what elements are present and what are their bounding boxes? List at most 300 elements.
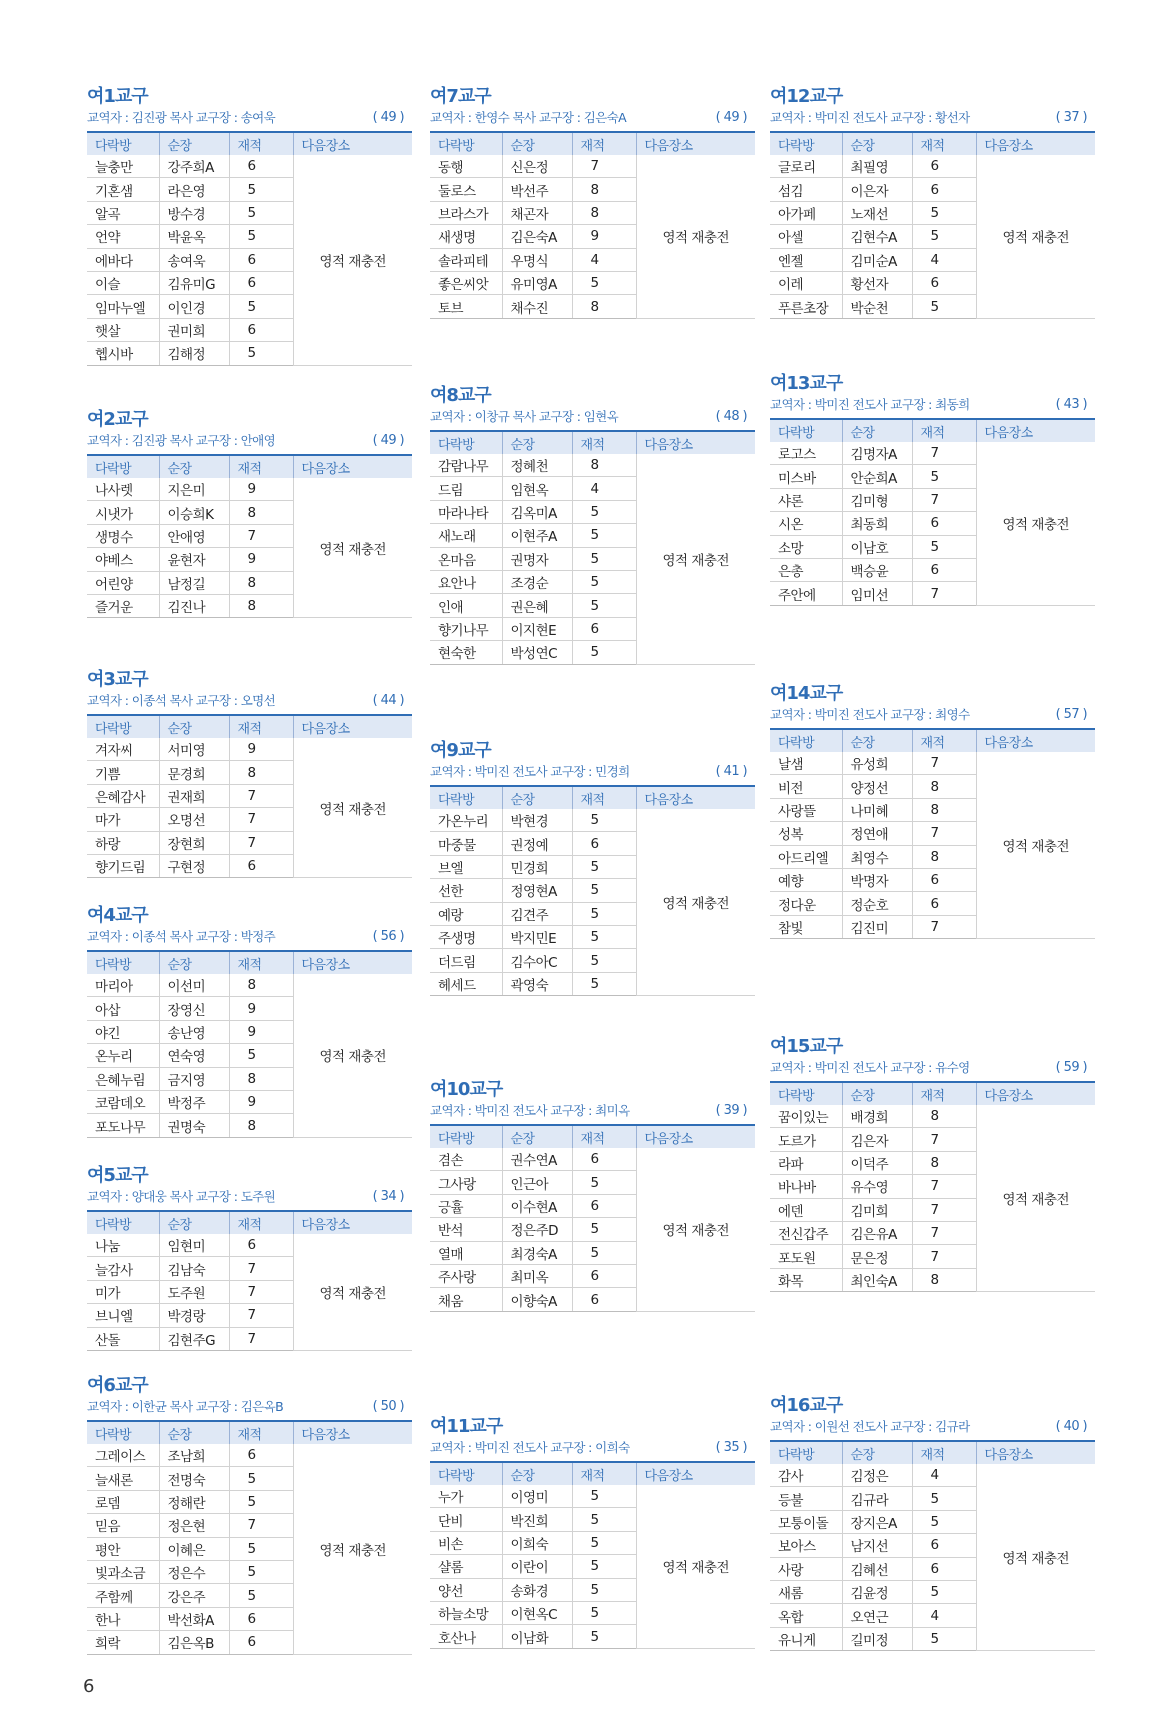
group-name: 도르가 bbox=[770, 1128, 842, 1151]
district-block bbox=[770, 86, 1095, 319]
district-staff: 교역자 : 양대웅 목사 교구장 : 도주원 bbox=[87, 1189, 276, 1204]
district-subtitle bbox=[430, 108, 755, 128]
leader-name: 최인숙A bbox=[842, 1268, 912, 1291]
group-name: 그사랑 bbox=[430, 1171, 502, 1194]
leader-name: 송화경 bbox=[502, 1578, 572, 1601]
member-count: 5 bbox=[572, 1601, 636, 1624]
column-header: 다락방 bbox=[87, 951, 159, 974]
leader-name: 채수진 bbox=[502, 295, 572, 318]
group-name: 주안에 bbox=[770, 582, 842, 605]
district-staff: 교역자 : 이종석 목사 교구장 : 박정주 bbox=[87, 929, 276, 944]
leader-name: 권정예 bbox=[502, 832, 572, 855]
member-count: 5 bbox=[572, 570, 636, 593]
district-staff: 교역자 : 박미진 전도사 교구장 : 황선자 bbox=[770, 110, 970, 125]
group-name: 하랑 bbox=[87, 831, 159, 854]
group-name: 어린양 bbox=[87, 571, 159, 594]
district-block bbox=[430, 86, 755, 319]
member-count: 5 bbox=[912, 465, 976, 488]
group-name: 솔라피테 bbox=[430, 248, 502, 271]
district-count: ( 44 ) bbox=[372, 693, 404, 708]
member-count: 8 bbox=[572, 454, 636, 477]
member-count: 6 bbox=[912, 892, 976, 915]
leader-name: 권재희 bbox=[159, 784, 229, 807]
column-header: 다음장소 bbox=[636, 431, 755, 454]
group-name: 감람나무 bbox=[430, 454, 502, 477]
leader-name: 김혜선 bbox=[842, 1557, 912, 1580]
member-count: 7 bbox=[912, 822, 976, 845]
leader-name: 노재선 bbox=[842, 201, 912, 224]
leader-name: 채곤자 bbox=[502, 201, 572, 224]
member-count: 8 bbox=[912, 1105, 976, 1128]
group-name: 샬롬 bbox=[430, 1555, 502, 1578]
column-header: 다음장소 bbox=[636, 132, 755, 155]
member-count: 9 bbox=[229, 1020, 293, 1043]
leader-name: 도주원 bbox=[159, 1280, 229, 1303]
member-count: 6 bbox=[572, 1288, 636, 1311]
group-name: 소망 bbox=[770, 535, 842, 558]
column-header: 재적 bbox=[912, 1082, 976, 1105]
leader-name: 임현옥 bbox=[502, 477, 572, 500]
member-count: 8 bbox=[229, 974, 293, 997]
district-block bbox=[87, 409, 412, 618]
member-count: 8 bbox=[572, 178, 636, 201]
leader-name: 연숙영 bbox=[159, 1044, 229, 1067]
group-name: 바나바 bbox=[770, 1175, 842, 1198]
leader-name: 우명식 bbox=[502, 248, 572, 271]
district-subtitle bbox=[87, 108, 412, 128]
leader-name: 임현미 bbox=[159, 1234, 229, 1257]
next-location: 영적 재충전 bbox=[976, 1464, 1095, 1651]
roster-table bbox=[770, 131, 1095, 319]
member-count: 8 bbox=[572, 201, 636, 224]
column-header: 다음장소 bbox=[293, 1211, 412, 1234]
leader-name: 곽영숙 bbox=[502, 972, 572, 995]
group-name: 포도나무 bbox=[87, 1114, 159, 1137]
district-block bbox=[430, 1416, 755, 1649]
leader-name: 최영수 bbox=[842, 845, 912, 868]
column-header: 재적 bbox=[572, 786, 636, 809]
member-count: 7 bbox=[229, 1257, 293, 1280]
leader-name: 유미영A bbox=[502, 271, 572, 294]
column-header: 다음장소 bbox=[976, 1082, 1095, 1105]
column-header: 재적 bbox=[572, 1125, 636, 1148]
group-name: 마라나타 bbox=[430, 500, 502, 523]
column-header: 다락방 bbox=[430, 1462, 502, 1485]
roster-table bbox=[430, 1124, 755, 1312]
group-name: 그레이스 bbox=[87, 1444, 159, 1467]
group-name: 브니엘 bbox=[87, 1304, 159, 1327]
district-title: 여11교구 bbox=[430, 1416, 503, 1437]
leader-name: 권수연A bbox=[502, 1148, 572, 1171]
group-name: 시온 bbox=[770, 512, 842, 535]
group-name: 나눔 bbox=[87, 1234, 159, 1257]
column-header: 재적 bbox=[912, 419, 976, 442]
member-count: 5 bbox=[572, 1625, 636, 1648]
group-name: 온마음 bbox=[430, 547, 502, 570]
group-name: 기혼샘 bbox=[87, 178, 159, 201]
district-staff: 교역자 : 김진광 목사 교구장 : 송여욱 bbox=[87, 110, 276, 125]
group-name: 비손 bbox=[430, 1531, 502, 1554]
leader-name: 이향숙A bbox=[502, 1288, 572, 1311]
district-staff: 교역자 : 박미진 전도사 교구장 : 이희숙 bbox=[430, 1440, 630, 1455]
column-header: 다락방 bbox=[87, 1211, 159, 1234]
leader-name: 정은주D bbox=[502, 1218, 572, 1241]
leader-name: 최미옥 bbox=[502, 1264, 572, 1287]
next-location: 영적 재충전 bbox=[976, 1105, 1095, 1292]
district-subtitle bbox=[87, 1397, 412, 1417]
group-name: 은혜감사 bbox=[87, 784, 159, 807]
member-count: 6 bbox=[572, 832, 636, 855]
district-title: 여1교구 bbox=[87, 86, 148, 107]
member-count: 5 bbox=[912, 1627, 976, 1650]
group-name: 브라스가 bbox=[430, 201, 502, 224]
member-count: 6 bbox=[572, 617, 636, 640]
leader-name: 박선주 bbox=[502, 178, 572, 201]
member-count: 5 bbox=[572, 524, 636, 547]
leader-name: 방수경 bbox=[159, 201, 229, 224]
leader-name: 박경랑 bbox=[159, 1304, 229, 1327]
leader-name: 라은영 bbox=[159, 178, 229, 201]
member-count: 7 bbox=[229, 1327, 293, 1350]
district-block bbox=[770, 1395, 1095, 1651]
table-row bbox=[430, 155, 755, 178]
column-header: 다음장소 bbox=[293, 715, 412, 738]
leader-name: 이수현A bbox=[502, 1194, 572, 1217]
roster-table bbox=[87, 950, 412, 1138]
district-title: 여12교구 bbox=[770, 86, 843, 107]
member-count: 6 bbox=[912, 558, 976, 581]
group-name: 새생명 bbox=[430, 225, 502, 248]
member-count: 5 bbox=[229, 1560, 293, 1583]
leader-name: 윤현자 bbox=[159, 548, 229, 571]
member-count: 6 bbox=[229, 1607, 293, 1630]
member-count: 5 bbox=[912, 535, 976, 558]
next-location: 영적 재충전 bbox=[636, 809, 755, 996]
member-count: 5 bbox=[912, 201, 976, 224]
group-name: 모퉁이돌 bbox=[770, 1510, 842, 1533]
leader-name: 전명숙 bbox=[159, 1467, 229, 1490]
leader-name: 정혜천 bbox=[502, 454, 572, 477]
leader-name: 김견주 bbox=[502, 902, 572, 925]
member-count: 4 bbox=[912, 1604, 976, 1627]
group-name: 새롬 bbox=[770, 1580, 842, 1603]
leader-name: 김진나 bbox=[159, 594, 229, 617]
district-block bbox=[87, 86, 412, 366]
leader-name: 김미희 bbox=[842, 1198, 912, 1221]
roster-table bbox=[430, 785, 755, 996]
district-title: 여9교구 bbox=[430, 740, 491, 761]
group-name: 꿈이있는 bbox=[770, 1105, 842, 1128]
group-name: 희락 bbox=[87, 1631, 159, 1654]
district-count: ( 49 ) bbox=[372, 110, 404, 125]
member-count: 5 bbox=[229, 1490, 293, 1513]
column-header: 순장 bbox=[502, 786, 572, 809]
leader-name: 김규라 bbox=[842, 1487, 912, 1510]
district-subtitle bbox=[770, 1058, 1095, 1078]
district-staff: 교역자 : 박미진 전도사 교구장 : 최동희 bbox=[770, 397, 970, 412]
leader-name: 나미혜 bbox=[842, 798, 912, 821]
member-count: 5 bbox=[572, 1171, 636, 1194]
leader-name: 박지민E bbox=[502, 925, 572, 948]
column-header: 재적 bbox=[912, 1441, 976, 1464]
group-name: 누가 bbox=[430, 1485, 502, 1508]
group-name: 주생명 bbox=[430, 925, 502, 948]
group-name: 글로리 bbox=[770, 155, 842, 178]
leader-name: 조경순 bbox=[502, 570, 572, 593]
member-count: 8 bbox=[229, 594, 293, 617]
next-location: 영적 재충전 bbox=[636, 454, 755, 664]
column-header: 순장 bbox=[502, 431, 572, 454]
table-row bbox=[430, 809, 755, 832]
group-name: 채움 bbox=[430, 1288, 502, 1311]
column-header: 순장 bbox=[502, 132, 572, 155]
group-name: 양선 bbox=[430, 1578, 502, 1601]
member-count: 5 bbox=[229, 225, 293, 248]
member-count: 5 bbox=[912, 225, 976, 248]
member-count: 5 bbox=[912, 295, 976, 318]
member-count: 6 bbox=[572, 1264, 636, 1287]
column-header: 다락방 bbox=[770, 729, 842, 752]
group-name: 기쁨 bbox=[87, 761, 159, 784]
leader-name: 김남숙 bbox=[159, 1257, 229, 1280]
leader-name: 송난영 bbox=[159, 1020, 229, 1043]
member-count: 6 bbox=[229, 854, 293, 877]
district-subtitle bbox=[87, 927, 412, 947]
district-title: 여4교구 bbox=[87, 905, 148, 926]
district-count: ( 35 ) bbox=[715, 1440, 747, 1455]
group-name: 라파 bbox=[770, 1151, 842, 1174]
group-name: 요안나 bbox=[430, 570, 502, 593]
column-header: 재적 bbox=[572, 132, 636, 155]
leader-name: 김은자 bbox=[842, 1128, 912, 1151]
leader-name: 양정선 bbox=[842, 775, 912, 798]
leader-name: 지은미 bbox=[159, 478, 229, 501]
group-name: 믿음 bbox=[87, 1514, 159, 1537]
member-count: 7 bbox=[572, 155, 636, 178]
group-name: 야긴 bbox=[87, 1020, 159, 1043]
column-header: 다락방 bbox=[87, 455, 159, 478]
table-row bbox=[87, 738, 412, 761]
table-row bbox=[770, 442, 1095, 465]
table-row bbox=[770, 752, 1095, 775]
district-count: ( 43 ) bbox=[1055, 397, 1087, 412]
member-count: 8 bbox=[912, 1268, 976, 1291]
district-staff: 교역자 : 이창규 목사 교구장 : 임현옥 bbox=[430, 409, 619, 424]
leader-name: 김현수A bbox=[842, 225, 912, 248]
member-count: 7 bbox=[229, 1304, 293, 1327]
member-count: 4 bbox=[912, 1464, 976, 1487]
next-location: 영적 재충전 bbox=[293, 738, 412, 878]
member-count: 7 bbox=[229, 808, 293, 831]
leader-name: 오연근 bbox=[842, 1604, 912, 1627]
table-row bbox=[87, 1444, 412, 1467]
column-header: 다락방 bbox=[770, 419, 842, 442]
group-name: 생명수 bbox=[87, 524, 159, 547]
member-count: 9 bbox=[229, 548, 293, 571]
leader-name: 안순희A bbox=[842, 465, 912, 488]
group-name: 시냇가 bbox=[87, 501, 159, 524]
roster-table bbox=[770, 1081, 1095, 1292]
member-count: 7 bbox=[912, 915, 976, 938]
next-location: 영적 재충전 bbox=[293, 974, 412, 1137]
column-header: 다락방 bbox=[770, 1082, 842, 1105]
member-count: 9 bbox=[229, 478, 293, 501]
group-name: 임마누엘 bbox=[87, 295, 159, 318]
group-name: 마리아 bbox=[87, 974, 159, 997]
table-row bbox=[770, 1105, 1095, 1128]
leader-name: 박명자 bbox=[842, 868, 912, 891]
table-row bbox=[430, 1148, 755, 1171]
leader-name: 강주희A bbox=[159, 155, 229, 178]
district-count: ( 59 ) bbox=[1055, 1060, 1087, 1075]
member-count: 5 bbox=[572, 1241, 636, 1264]
group-name: 헵시바 bbox=[87, 342, 159, 365]
district-staff: 교역자 : 박미진 전도사 교구장 : 유수영 bbox=[770, 1060, 970, 1075]
district-count: ( 56 ) bbox=[372, 929, 404, 944]
member-count: 5 bbox=[572, 1555, 636, 1578]
group-name: 옥합 bbox=[770, 1604, 842, 1627]
member-count: 5 bbox=[229, 178, 293, 201]
leader-name: 박현경 bbox=[502, 809, 572, 832]
leader-name: 구현정 bbox=[159, 854, 229, 877]
district-count: ( 57 ) bbox=[1055, 707, 1087, 722]
leader-name: 이선미 bbox=[159, 974, 229, 997]
group-name: 아셀 bbox=[770, 225, 842, 248]
leader-name: 정순호 bbox=[842, 892, 912, 915]
district-subtitle bbox=[770, 395, 1095, 415]
member-count: 8 bbox=[229, 1067, 293, 1090]
group-name: 에덴 bbox=[770, 1198, 842, 1221]
member-count: 4 bbox=[912, 248, 976, 271]
district-count: ( 48 ) bbox=[715, 409, 747, 424]
district-block bbox=[770, 373, 1095, 606]
leader-name: 김명자A bbox=[842, 442, 912, 465]
district-block bbox=[770, 683, 1095, 939]
leader-name: 임미선 bbox=[842, 582, 912, 605]
member-count: 8 bbox=[912, 798, 976, 821]
member-count: 5 bbox=[229, 342, 293, 365]
next-location: 영적 재충전 bbox=[293, 1444, 412, 1654]
group-name: 감사 bbox=[770, 1464, 842, 1487]
leader-name: 김진미 bbox=[842, 915, 912, 938]
column-header: 다락방 bbox=[430, 786, 502, 809]
leader-name: 장지은A bbox=[842, 1510, 912, 1533]
column-header: 다음장소 bbox=[293, 951, 412, 974]
leader-name: 정해란 bbox=[159, 1490, 229, 1513]
member-count: 5 bbox=[572, 902, 636, 925]
member-count: 5 bbox=[912, 1487, 976, 1510]
district-block bbox=[87, 1165, 412, 1351]
column-header: 순장 bbox=[842, 419, 912, 442]
group-name: 주함께 bbox=[87, 1584, 159, 1607]
group-name: 브엘 bbox=[430, 855, 502, 878]
leader-name: 김은옥B bbox=[159, 1631, 229, 1654]
leader-name: 길미정 bbox=[842, 1627, 912, 1650]
group-name: 늘새론 bbox=[87, 1467, 159, 1490]
member-count: 5 bbox=[572, 271, 636, 294]
column-header: 다음장소 bbox=[293, 132, 412, 155]
column-header: 다락방 bbox=[87, 715, 159, 738]
district-staff: 교역자 : 이원선 전도사 교구장 : 김규라 bbox=[770, 1419, 970, 1434]
next-location: 영적 재충전 bbox=[636, 1485, 755, 1648]
leader-name: 신은정 bbox=[502, 155, 572, 178]
member-count: 7 bbox=[912, 1128, 976, 1151]
group-name: 햇살 bbox=[87, 318, 159, 341]
member-count: 7 bbox=[912, 488, 976, 511]
column-header: 순장 bbox=[159, 1211, 229, 1234]
member-count: 6 bbox=[912, 1534, 976, 1557]
member-count: 8 bbox=[229, 571, 293, 594]
district-subtitle bbox=[770, 108, 1095, 128]
member-count: 6 bbox=[912, 512, 976, 535]
leader-name: 이영미 bbox=[502, 1485, 572, 1508]
member-count: 7 bbox=[229, 784, 293, 807]
next-location: 영적 재충전 bbox=[293, 1234, 412, 1350]
member-count: 5 bbox=[572, 925, 636, 948]
column-header: 다음장소 bbox=[976, 1441, 1095, 1464]
next-location: 영적 재충전 bbox=[976, 442, 1095, 605]
column-header: 순장 bbox=[159, 951, 229, 974]
member-count: 5 bbox=[912, 1580, 976, 1603]
member-count: 6 bbox=[912, 1557, 976, 1580]
leader-name: 장영신 bbox=[159, 997, 229, 1020]
column-header: 순장 bbox=[159, 715, 229, 738]
leader-name: 정은현 bbox=[159, 1514, 229, 1537]
group-name: 성복 bbox=[770, 822, 842, 845]
group-name: 예향 bbox=[770, 868, 842, 891]
roster-table bbox=[87, 454, 412, 618]
leader-name: 김옥미A bbox=[502, 500, 572, 523]
member-count: 5 bbox=[229, 295, 293, 318]
member-count: 5 bbox=[572, 594, 636, 617]
column-header: 순장 bbox=[842, 1082, 912, 1105]
group-name: 주사랑 bbox=[430, 1264, 502, 1287]
group-name: 가온누리 bbox=[430, 809, 502, 832]
group-name: 은혜누림 bbox=[87, 1067, 159, 1090]
leader-name: 이덕주 bbox=[842, 1151, 912, 1174]
leader-name: 정영현A bbox=[502, 879, 572, 902]
group-name: 로뎀 bbox=[87, 1490, 159, 1513]
table-row bbox=[430, 454, 755, 477]
leader-name: 이남호 bbox=[842, 535, 912, 558]
member-count: 5 bbox=[572, 949, 636, 972]
district-title: 여14교구 bbox=[770, 683, 843, 704]
roster-table bbox=[770, 418, 1095, 606]
next-location: 영적 재충전 bbox=[636, 1148, 755, 1311]
column-header: 다음장소 bbox=[976, 132, 1095, 155]
group-name: 늘감사 bbox=[87, 1257, 159, 1280]
column-header: 다락방 bbox=[430, 431, 502, 454]
member-count: 5 bbox=[572, 1485, 636, 1508]
group-name: 빛과소금 bbox=[87, 1560, 159, 1583]
member-count: 8 bbox=[572, 295, 636, 318]
group-name: 알곡 bbox=[87, 201, 159, 224]
member-count: 7 bbox=[229, 831, 293, 854]
district-block bbox=[87, 1375, 412, 1655]
member-count: 6 bbox=[229, 271, 293, 294]
district-count: ( 37 ) bbox=[1055, 110, 1087, 125]
member-count: 8 bbox=[912, 1151, 976, 1174]
district-subtitle bbox=[430, 407, 755, 427]
leader-name: 권미희 bbox=[159, 318, 229, 341]
member-count: 7 bbox=[912, 752, 976, 775]
member-count: 7 bbox=[229, 1280, 293, 1303]
member-count: 5 bbox=[572, 500, 636, 523]
leader-name: 이승희K bbox=[159, 501, 229, 524]
leader-name: 최경숙A bbox=[502, 1241, 572, 1264]
leader-name: 안애영 bbox=[159, 524, 229, 547]
leader-name: 정연애 bbox=[842, 822, 912, 845]
